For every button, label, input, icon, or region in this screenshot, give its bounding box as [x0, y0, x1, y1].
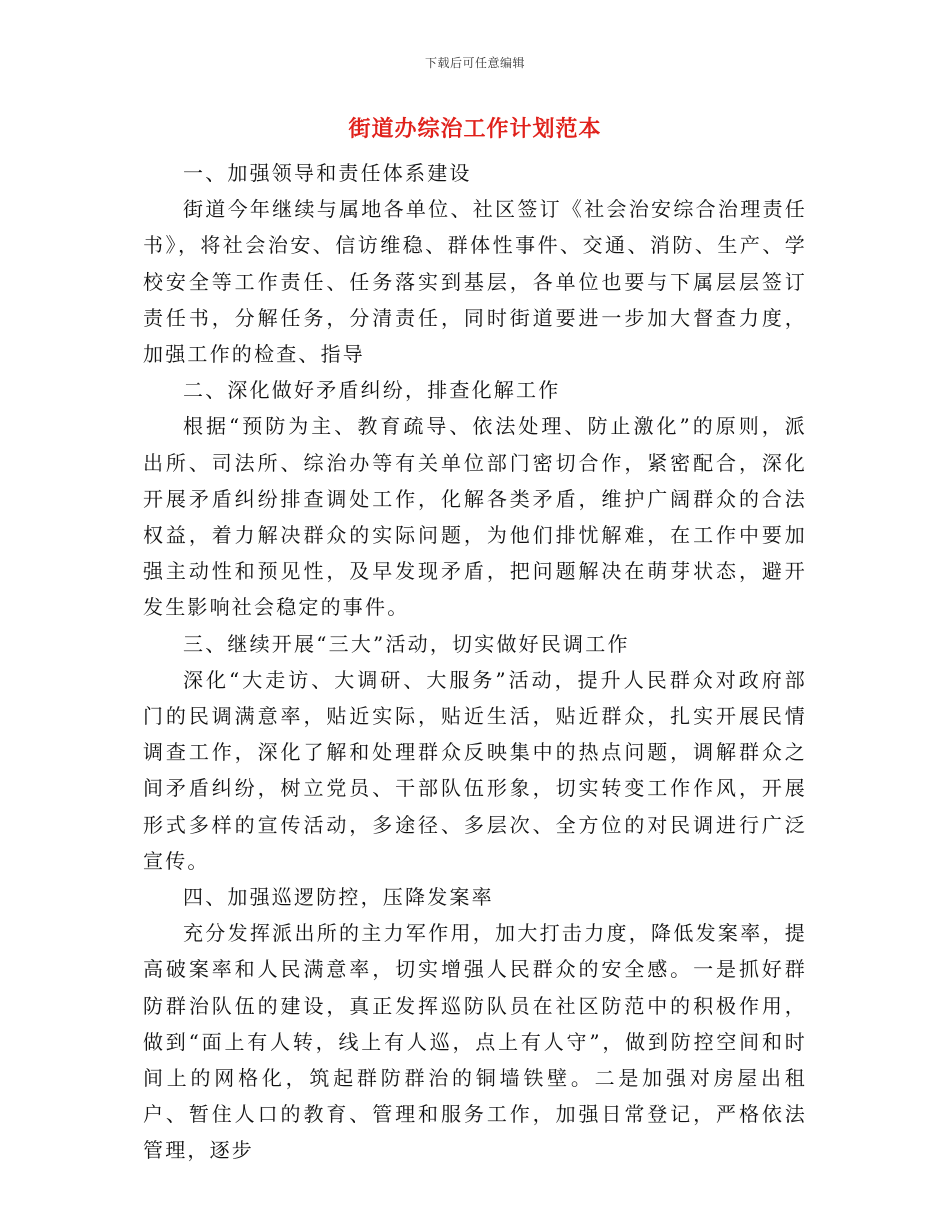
- section-heading-2: 二、深化做好矛盾纠纷，排查化解工作: [183, 378, 561, 403]
- header-note: 下载后可任意编辑: [424, 56, 525, 70]
- paragraph-1: 街道今年继续与属地各单位、社区签订《社会治安综合治理责任书》，将社会治安、信访维稳、群体性事件、交通、消防、生产、学校安全等工作责任、任务落实到基层，各单位也要与下属层层签订责任书，分解任务，分清责任，同时街道要进一步加大督查力度，加强工作的检查、指导: [143, 197, 807, 367]
- section-heading-4: 四、加强巡逻防控，压降发案率: [183, 885, 494, 910]
- document-title: 街道办综治工作计划范本: [348, 116, 602, 142]
- paragraph-4: 充分发挥派出所的主力军作用，加大打击力度，降低发案率，提高破案率和人民满意率，切实增强人民群众的安全感。一是抓好群防群治队伍的建设，真正发挥巡防队员在社区防范中的积极作用，做到“面上有人转，线上有人巡，点上有人守”，做到防控空间和时间上的网格化，筑起群防群治的铜墙铁壁。二是加强对房屋出租户、暂住人口的教育、管理和服务工作，加强日常登记，严格依法管理，逐步: [143, 921, 807, 1163]
- section-heading-1: 一、加强领导和责任体系建设: [183, 161, 472, 185]
- paragraph-2: 根据“预防为主、教育疏导、依法处理、防止激化”的原则，派出所、司法所、综治办等有关单位部门密切合作，紧密配合，深化开展矛盾纠纷排查调处工作，化解各类矛盾，维护广阔群众的合法权益，着力解决群众的实际问题，为他们排忧解难，在工作中要加强主动性和预见性，及早发现矛盾，把问题解决在萌芽状态，避开发生影响社会稳定的事件。: [143, 414, 807, 620]
- paragraph-3: 深化“大走访、大调研、大服务”活动，提升人民群众对政府部门的民调满意率，贴近实际，贴近生活，贴近群众，扎实开展民情调查工作，深化了解和处理群众反映集中的热点问题，调解群众之间矛盾纠纷，树立党员、干部队伍形象，切实转变工作作风，开展形式多样的宣传活动，多途径、多层次、全方位的对民调进行广泛宣传。: [143, 667, 807, 873]
- document-body: [143, 155, 807, 1169]
- section-heading-3: 三、继续开展“三大”活动，切实做好民调工作: [183, 631, 630, 656]
